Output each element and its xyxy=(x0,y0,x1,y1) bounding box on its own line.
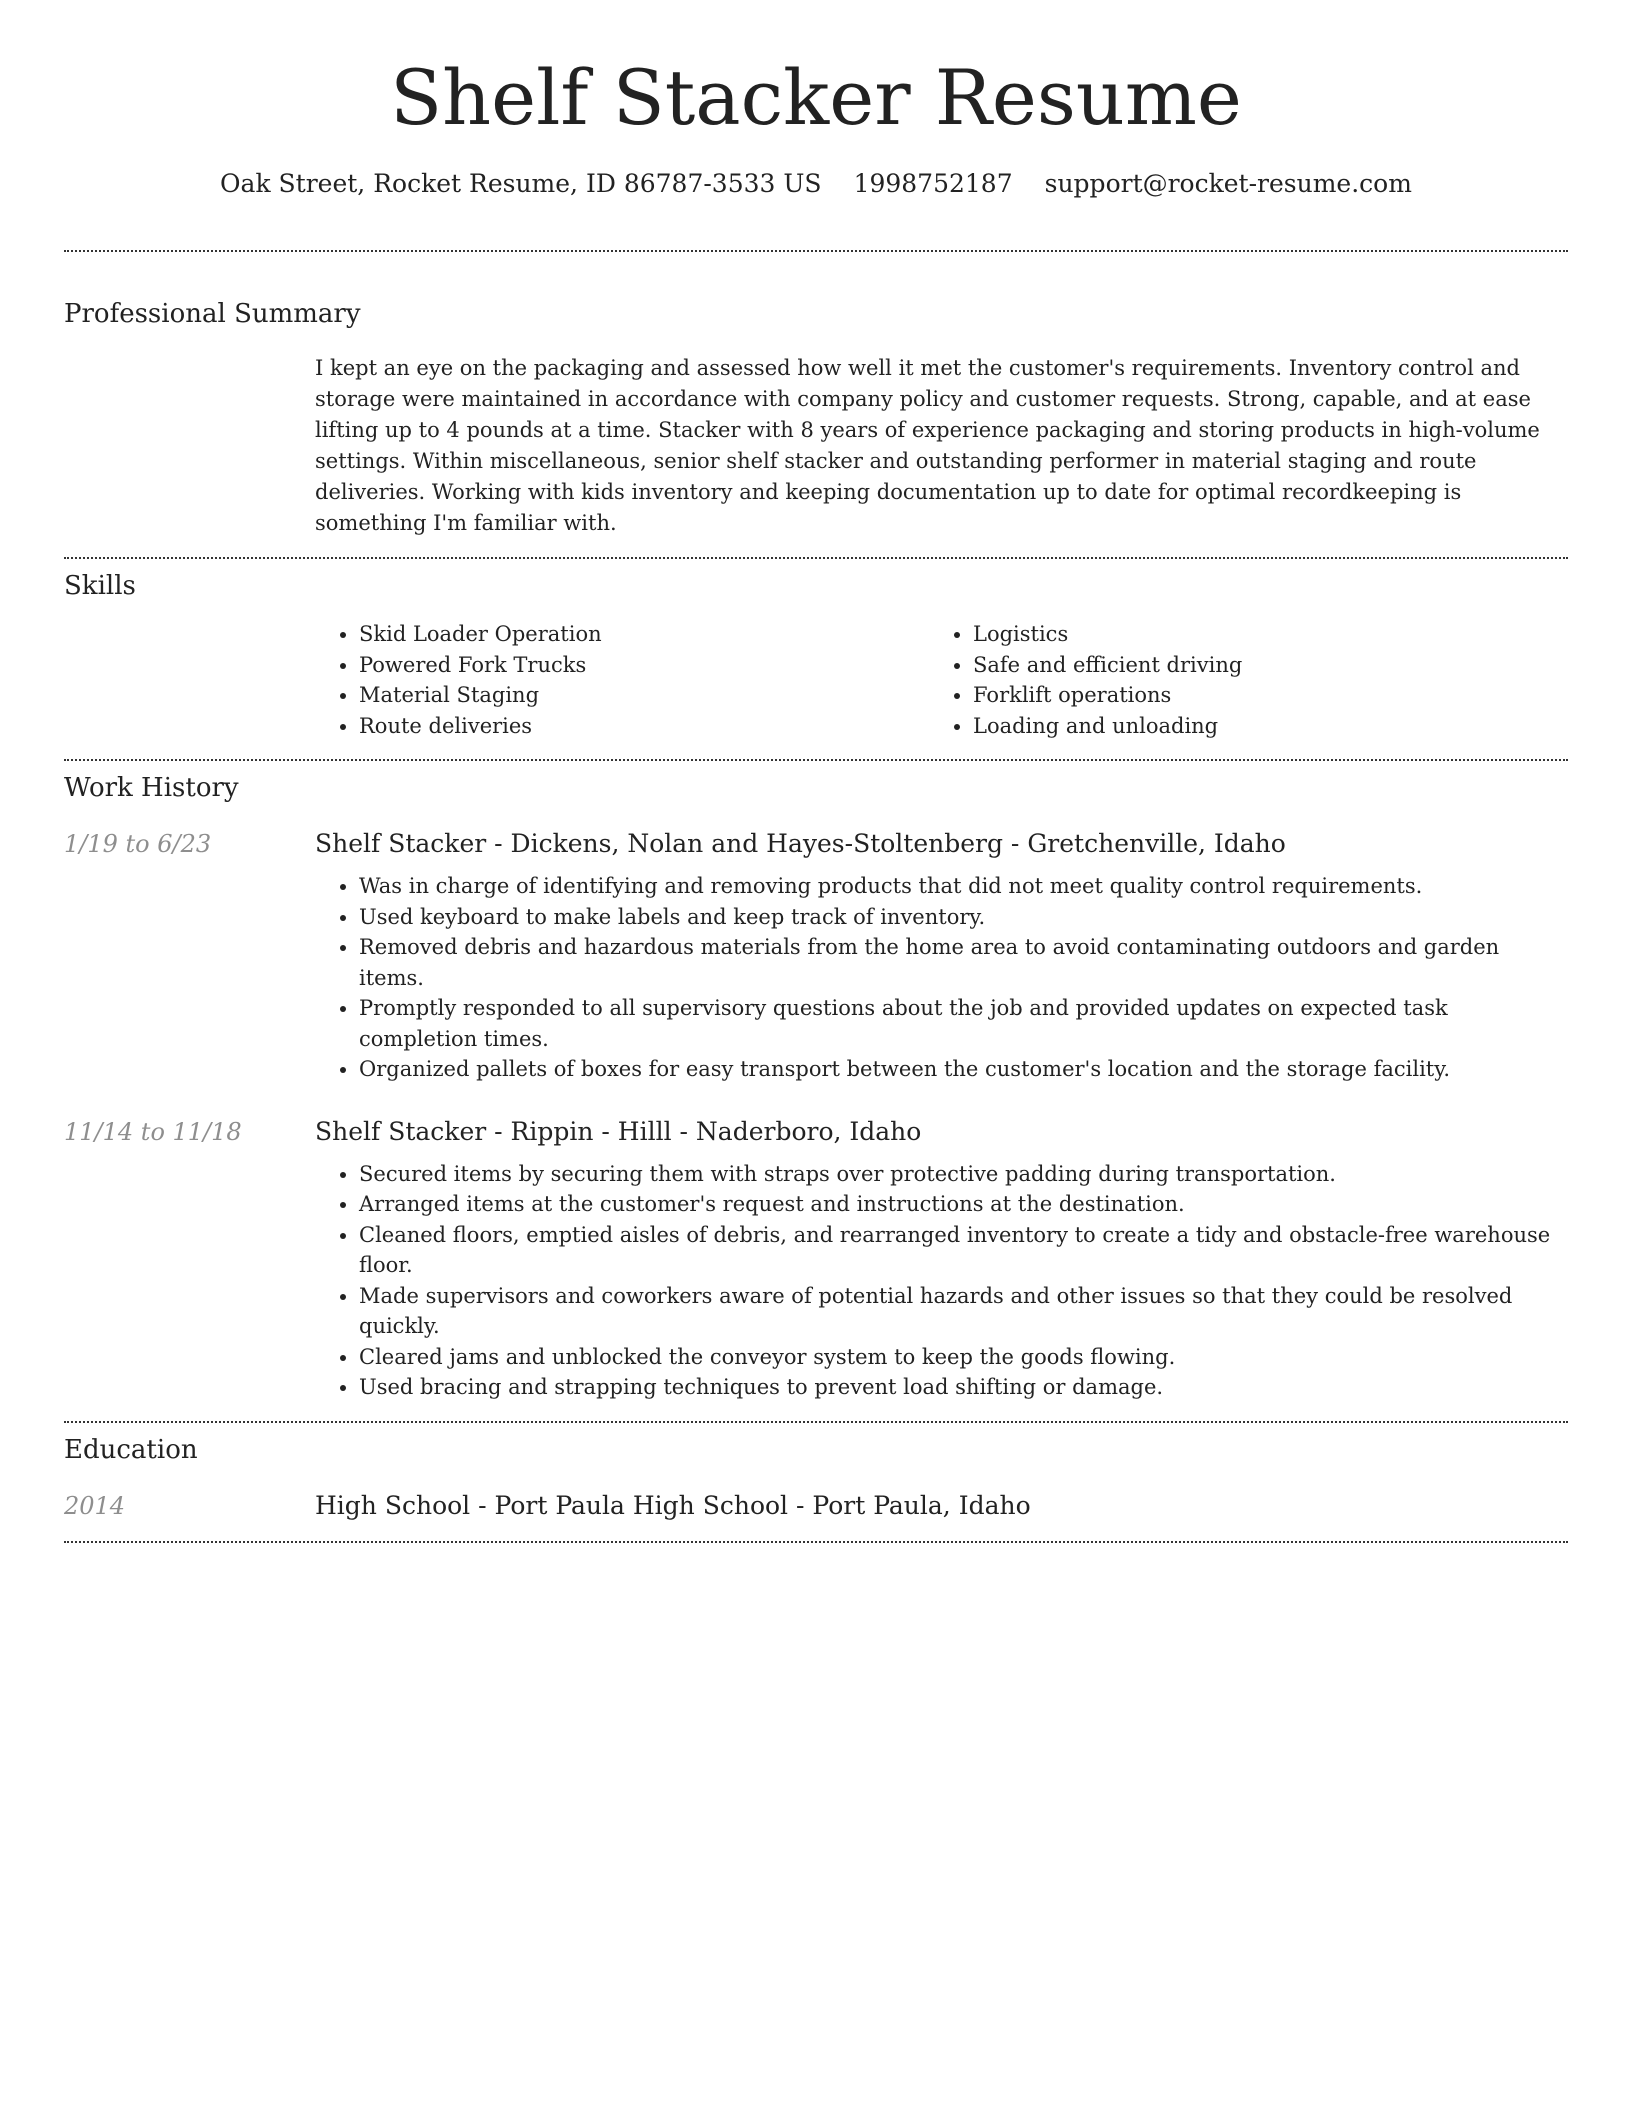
education-heading: Education xyxy=(64,1434,198,1465)
contact-address: Oak Street, Rocket Resume, ID 86787-3533 US xyxy=(220,169,822,198)
resume-page xyxy=(64,0,1568,1543)
job-bullet: • Made supervisors and coworkers aware of potential hazards and other issues so that they could be resolved quickly. xyxy=(359,1281,1568,1342)
skill-item: • Safe and efficient driving xyxy=(973,650,1543,681)
job-bullet: • Used keyboard to make labels and keep track of inventory. xyxy=(359,902,1568,933)
divider xyxy=(64,1421,1568,1423)
education-header xyxy=(64,1489,1568,1523)
skill-item: • Skid Loader Operation xyxy=(359,619,929,650)
job-bullet: • Secured items by securing them with straps over protective padding during transportation. xyxy=(359,1159,1568,1190)
job-bullets xyxy=(315,871,1568,1085)
divider xyxy=(64,1541,1568,1543)
skills-section xyxy=(64,569,1568,741)
page-title: Shelf Stacker Resume xyxy=(390,53,1242,142)
summary-heading: Professional Summary xyxy=(64,299,361,329)
job-details xyxy=(315,1159,1568,1403)
job-details xyxy=(315,871,1568,1085)
divider xyxy=(64,759,1568,761)
job-bullet: • Removed debris and hazardous materials from the home area to avoid contaminating outdoors and garden items. xyxy=(359,932,1568,993)
summary-section xyxy=(64,297,1568,539)
job-bullets xyxy=(315,1159,1568,1403)
education-detail: High School - Port Paula High School - Port Paula, Idaho xyxy=(315,1490,1031,1520)
contact-info xyxy=(64,168,1568,200)
contact-email[interactable]: support@rocket-resume.com xyxy=(1044,169,1412,198)
job-entry xyxy=(64,827,1568,1085)
work-history-section xyxy=(64,771,1568,1403)
skill-item: • Powered Fork Trucks xyxy=(359,650,929,681)
job-bullet: • Arranged items at the customer's request and instructions at the destination. xyxy=(359,1189,1568,1220)
job-bullet: • Organized pallets of boxes for easy transport between the customer's location and the storage facility. xyxy=(359,1054,1568,1085)
job-title: Shelf Stacker - Rippin - Hilll - Naderboro, Idaho xyxy=(315,1116,922,1146)
job-bullet: • Was in charge of identifying and removing products that did not meet quality control requirements. xyxy=(359,871,1568,902)
skill-item: • Loading and unloading xyxy=(973,711,1543,742)
work-history-heading: Work History xyxy=(64,773,239,803)
job-header xyxy=(64,1115,1568,1149)
skills-list xyxy=(315,619,1568,741)
skills-column-right xyxy=(929,619,1543,741)
skill-item: • Logistics xyxy=(973,619,1543,650)
skill-item: • Forklift operations xyxy=(973,680,1543,711)
job-bullet: • Used bracing and strapping techniques to prevent load shifting or damage. xyxy=(359,1372,1568,1403)
divider xyxy=(64,557,1568,559)
job-entry xyxy=(64,1115,1568,1403)
divider xyxy=(64,250,1568,252)
skill-item: • Route deliveries xyxy=(359,711,929,742)
education-entry xyxy=(64,1489,1568,1523)
job-bullet: • Promptly responded to all supervisory questions about the job and provided updates on expected task completion times. xyxy=(359,993,1568,1054)
skills-heading: Skills xyxy=(64,571,136,601)
education-section xyxy=(64,1433,1568,1523)
skill-item: • Material Staging xyxy=(359,680,929,711)
contact-phone: 1998752187 xyxy=(853,169,1013,198)
job-bullet: • Cleared jams and unblocked the conveyor system to keep the goods flowing. xyxy=(359,1342,1568,1373)
summary-content xyxy=(315,353,1568,539)
summary-text: I kept an eye on the packaging and assessed how well it met the customer's requirements. Inventory control and storage were maintained in accordance with company policy and customer requests. Strong, capable, and at ease lifting up to 4 pounds at a time. Stacker with 8 years of experience packaging and storing products in high-volume settings. Within miscellaneous, senior shelf stacker and outstanding performer in material staging and route deliveries. Working with kids inventory and keeping documentation up to date for optimal recordkeeping is something I'm familiar with. xyxy=(315,356,1540,535)
job-dates: 1/19 to 6/23 xyxy=(64,830,212,858)
job-bullet: • Cleaned floors, emptied aisles of debris, and rearranged inventory to create a tidy and obstacle-free warehouse floor. xyxy=(359,1220,1568,1281)
job-dates: 11/14 to 11/18 xyxy=(64,1117,242,1146)
education-year: 2014 xyxy=(64,1491,126,1520)
job-header xyxy=(64,827,1568,861)
job-title: Shelf Stacker - Dickens, Nolan and Hayes-Stoltenberg - Gretchenville, Idaho xyxy=(315,829,1286,858)
skills-column-left xyxy=(315,619,929,741)
